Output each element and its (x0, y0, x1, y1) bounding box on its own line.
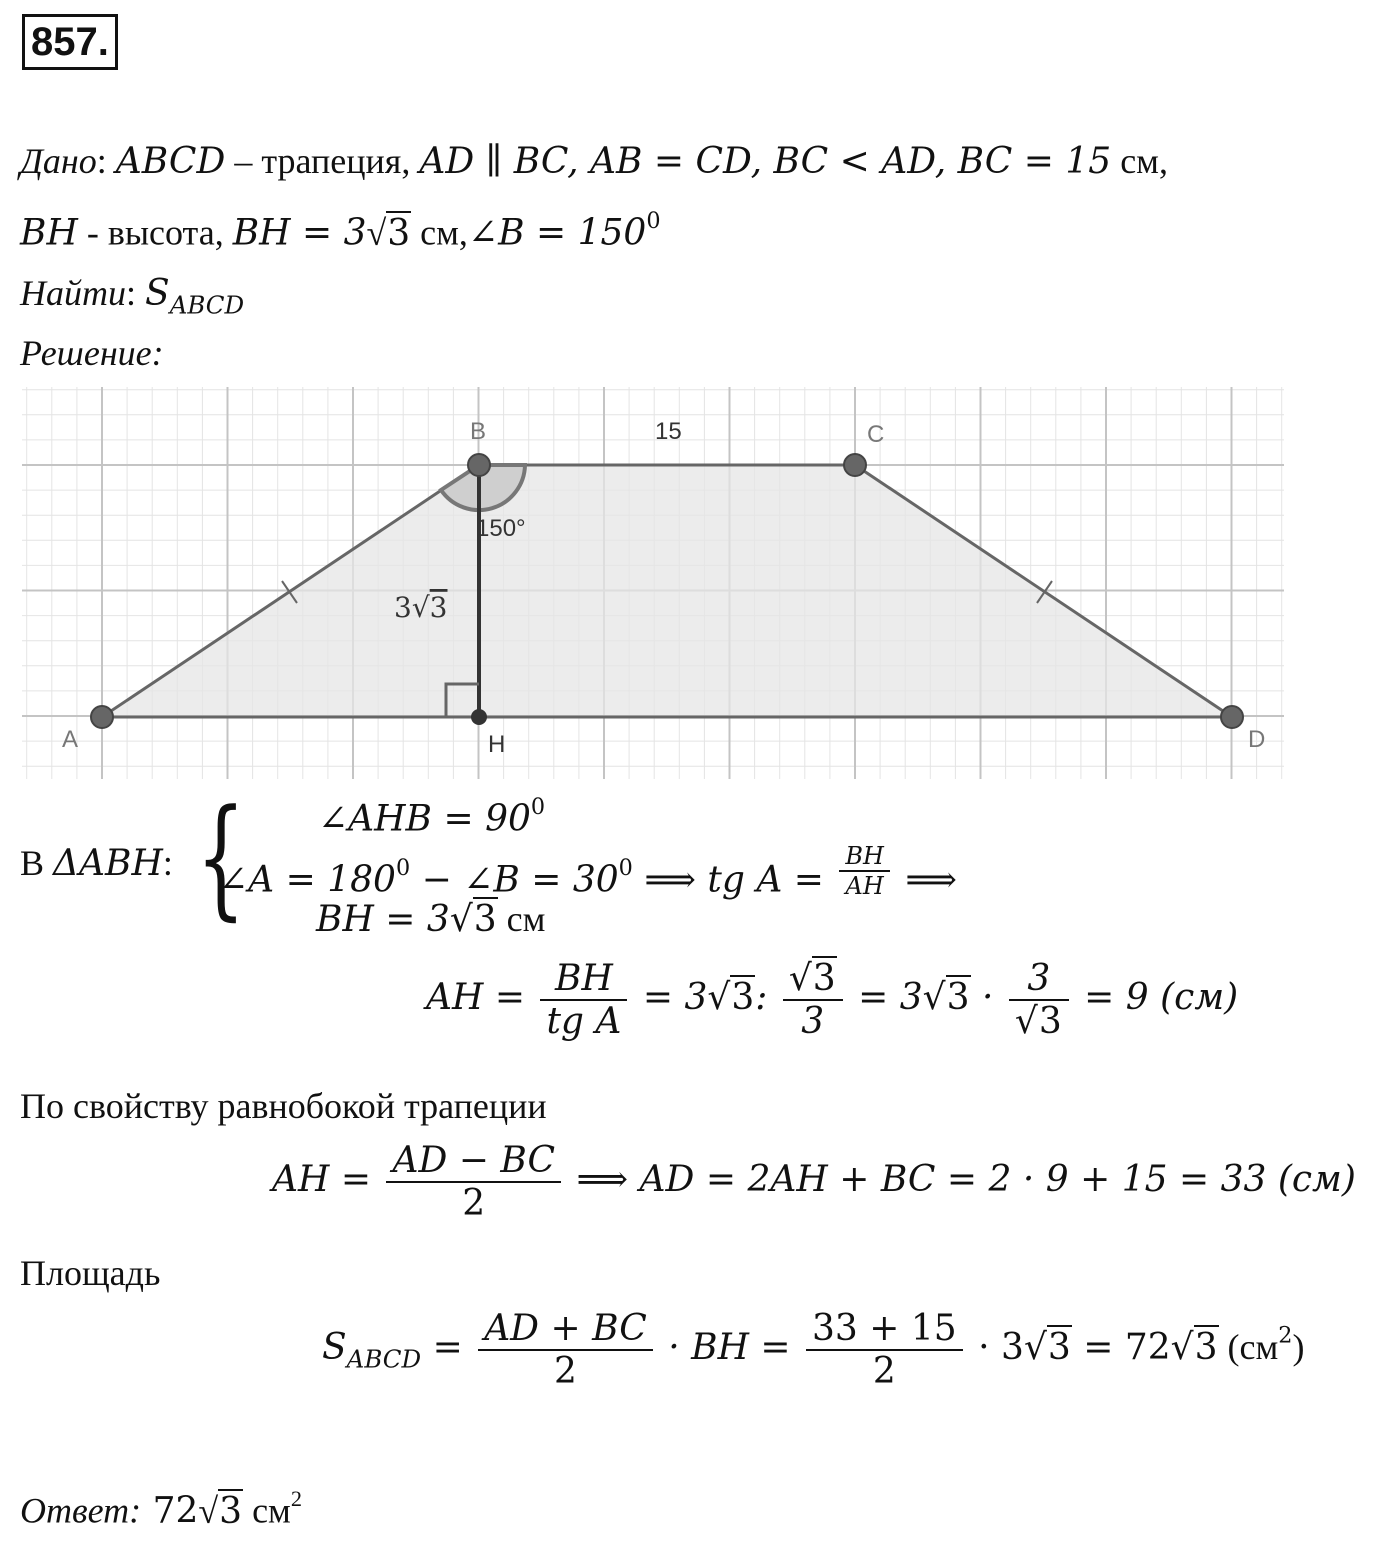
answer-label: Ответ: (20, 1490, 142, 1531)
label-h: H (488, 731, 506, 758)
given-conditions: AD ∥ BC, AB = CD, BC < AD, BC = 15 (419, 141, 1112, 182)
ad-calculation: AH = $\frac{AD - BC}{2}$ ⟹ AD = 2AH + BC = 2 · 9 + 15 = 33 (см) (272, 1140, 1356, 1224)
area-calculation: $S_{ABCD}$ = $\frac{AD + BC}{2}$ · BH = $\frac{33 + 15}{2}$ · 3√3 = 72√3 $(см^2)$ (322, 1308, 1305, 1392)
triangle-name: ΔABH (53, 843, 163, 884)
find-label: Найти (20, 273, 126, 313)
given-label: Дано (20, 141, 97, 181)
trapezoid-figure (22, 387, 1284, 779)
label-height: 3√3 (394, 591, 448, 624)
answer-line: Ответ: 72√3 $см^2$ (20, 1486, 302, 1532)
point-c (844, 454, 866, 476)
system-row-3: BH = 3√3 см (316, 899, 546, 940)
point-h (471, 709, 487, 725)
problem-number: 857. (22, 14, 118, 70)
given-line-2: BH - высота, BH = 3√3 см,∠B = $150^0$ (20, 208, 661, 254)
system-row-2: ∠A = $180^0$ − ∠B = $30^0$ ⟹ tg A = $\frac{BH}{AH}$ ⟹ (218, 842, 958, 901)
point-b (468, 454, 490, 476)
figure-name: ABCD (115, 141, 226, 182)
given-line-1: Дано: ABCD – трапеция, AD ∥ BC, AB = CD, BC < AD, BC = 15 см, (20, 141, 1168, 182)
label-d: D (1248, 726, 1266, 753)
label-angle-b: 150° (476, 515, 526, 542)
label-bc: 15 (655, 418, 682, 445)
ah-calculation: AH = $\frac{BH}{\text{tg A}}$ = 3√3: $\frac{√3}{3}$ = 3√3 · $\frac{3}{√3}$ = 9 (см) (426, 958, 1239, 1042)
label-b: B (470, 418, 487, 445)
property-text: По свойству равнобокой трапеции (20, 1086, 547, 1126)
point-a (91, 706, 113, 728)
system-row-1: ∠AHB = $90^0$ (318, 794, 546, 840)
system-brace: { (196, 781, 246, 933)
find-line: Найти: $S_{ABCD}$ (20, 273, 245, 320)
sqrt-expression: √3 (366, 212, 411, 254)
point-d (1221, 706, 1243, 728)
trapezoid-word: трапеция, (261, 141, 411, 181)
triangle-prefix: В ΔABH: (20, 843, 173, 884)
solution-label: Решение: (20, 333, 164, 373)
area-label: Площадь (20, 1253, 161, 1293)
label-c: C (867, 421, 885, 448)
label-a: A (62, 726, 79, 753)
